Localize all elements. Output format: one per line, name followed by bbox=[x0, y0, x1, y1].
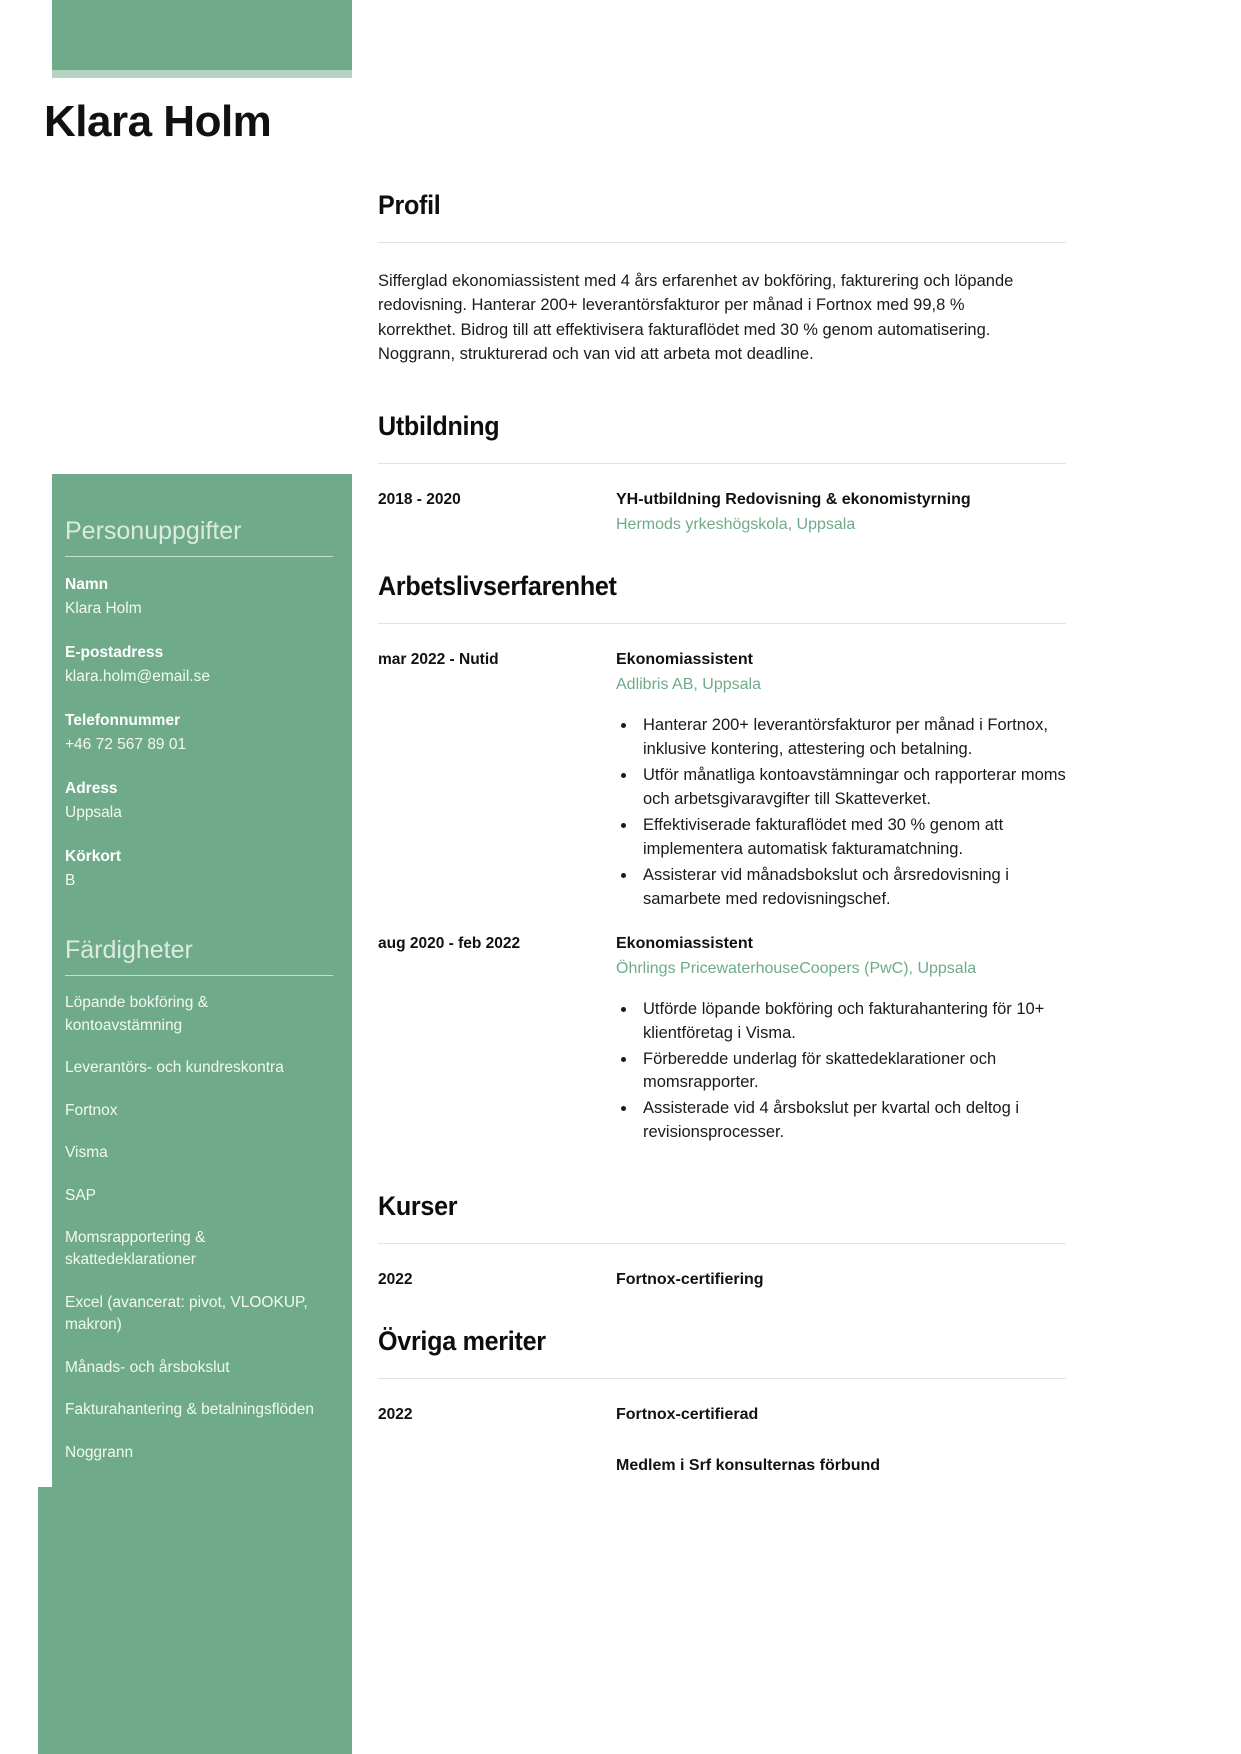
section-divider bbox=[378, 1243, 1066, 1244]
entry-organization: Öhrlings PricewaterhouseCoopers (PwC), Uppsala bbox=[616, 959, 977, 977]
entry-date: mar 2022 - Nutid bbox=[378, 650, 499, 668]
entry-body bbox=[616, 1403, 1068, 1477]
bullet-item: • Hanterar 200+ leverantörsfakturor per månad i Fortnox, inklusive kontering, attestering och betalning. bbox=[637, 714, 1068, 762]
section-heading-other-merits: Övriga meriter bbox=[378, 1325, 546, 1356]
skill-item: Visma bbox=[65, 1144, 108, 1162]
skill-item: Fakturahantering & betalningsflöden bbox=[65, 1401, 315, 1419]
entry-organization: Hermods yrkeshögskola, Uppsala bbox=[616, 515, 856, 533]
bullet-item: • Utför månatliga kontoavstämningar och rapporterar moms och arbetsgivaravgifter till Skatteverket. bbox=[637, 764, 1068, 812]
personal-details-divider bbox=[65, 556, 333, 557]
skill-item: Månads- och årsbokslut bbox=[65, 1358, 230, 1376]
personal-detail-value: Uppsala bbox=[65, 804, 122, 822]
entry-title: Ekonomiassistent bbox=[616, 650, 753, 668]
section-other-merits bbox=[378, 1326, 1068, 1477]
bullet-item: • Utförde löpande bokföring och fakturahantering för 10+ klientföretag i Visma. bbox=[637, 998, 1068, 1046]
page-title: Klara Holm bbox=[44, 97, 272, 146]
personal-detail-value: klara.holm@email.se bbox=[65, 668, 210, 686]
section-heading-education: Utbildning bbox=[378, 410, 500, 441]
entry-date: 2022 bbox=[378, 1405, 413, 1423]
education-entry bbox=[378, 488, 1068, 537]
section-education bbox=[378, 411, 1068, 537]
left-edge-green-strip bbox=[38, 1487, 53, 1754]
other-merit-entry bbox=[378, 1403, 1068, 1477]
skill-item: SAP bbox=[65, 1186, 97, 1204]
entry-body bbox=[616, 648, 1068, 914]
skill-item: Noggrann bbox=[65, 1443, 134, 1461]
entry-bullets bbox=[616, 998, 1068, 1146]
spacer bbox=[378, 1292, 1068, 1326]
entry-body bbox=[616, 932, 1068, 1148]
entry-body bbox=[616, 1268, 1068, 1291]
skill-item: Fortnox bbox=[65, 1101, 118, 1119]
personal-detail-value: +46 72 567 89 01 bbox=[65, 736, 187, 754]
personal-detail-value: B bbox=[65, 872, 76, 890]
personal-detail-label: Adress bbox=[65, 780, 118, 798]
personal-detail-label: Telefonnummer bbox=[65, 712, 181, 730]
section-heading-profile: Profil bbox=[378, 190, 441, 220]
spacer bbox=[378, 537, 1068, 571]
section-profile bbox=[378, 190, 1068, 367]
entry-date: 2018 - 2020 bbox=[378, 490, 461, 508]
section-experience bbox=[378, 571, 1068, 1147]
bullet-item: • Assisterar vid månadsbokslut och årsredovisning i samarbete med redovisningschef. bbox=[637, 864, 1068, 912]
skill-item: Excel (avancerat: pivot, VLOOKUP, makron) bbox=[65, 1293, 308, 1334]
personal-detail-label: E-postadress bbox=[65, 644, 164, 662]
personal-detail-value: Klara Holm bbox=[65, 600, 142, 618]
experience-entry bbox=[378, 648, 1068, 914]
section-divider bbox=[378, 463, 1066, 464]
entry-title: YH-utbildning Redovisning & ekonomistyrning bbox=[616, 490, 971, 508]
entry-title: Fortnox-certifiering bbox=[616, 1271, 764, 1289]
personal-detail-name bbox=[65, 573, 326, 621]
skill-item: Leverantörs- och kundreskontra bbox=[65, 1059, 284, 1077]
experience-entry bbox=[378, 932, 1068, 1148]
personal-detail-email bbox=[65, 641, 326, 689]
skills-divider bbox=[65, 975, 333, 976]
entry-extra: Medlem i Srf konsulternas förbund bbox=[616, 1456, 881, 1474]
personal-detail-license bbox=[65, 845, 326, 893]
bullet-item: • Effektiviserade fakturaflödet med 30 % genom att implementera automatisk fakturamatchning. bbox=[637, 814, 1068, 862]
section-divider bbox=[378, 1378, 1066, 1379]
personal-detail-label: Körkort bbox=[65, 848, 121, 866]
entry-title: Fortnox-certifierad bbox=[616, 1405, 759, 1423]
profile-text: Sifferglad ekonomiassistent med 4 års erfarenhet av bokföring, fakturering och löpande redovisning. Hanterar 200+ leverantörsfakturor per månad i Fortnox med 99,8 % korrekthet. Bidrog till att effektivisera fakturaflödet med 30 % genom automatisering. Noggrann, strukturerad och van vid att arbeta mot deadline. bbox=[378, 272, 1014, 364]
sidebar bbox=[52, 474, 352, 1754]
section-courses bbox=[378, 1191, 1068, 1292]
spacer bbox=[378, 1147, 1068, 1191]
header-green-band bbox=[52, 0, 352, 70]
entry-title: Ekonomiassistent bbox=[616, 934, 753, 952]
main-top-spacer bbox=[378, 0, 1068, 190]
personal-details-heading: Personuppgifter bbox=[65, 517, 242, 545]
skills-heading: Färdigheter bbox=[65, 936, 193, 965]
entry-organization: Adlibris AB, Uppsala bbox=[616, 676, 761, 694]
personal-detail-label: Namn bbox=[65, 576, 109, 593]
bullet-item: • Assisterade vid 4 årsbokslut per kvartal och deltog i revisionsprocesser. bbox=[637, 1097, 1068, 1145]
spacer bbox=[378, 367, 1068, 411]
main-content bbox=[378, 0, 1068, 1477]
entry-body bbox=[616, 488, 1068, 537]
section-heading-courses: Kurser bbox=[378, 1191, 458, 1222]
entry-bullets bbox=[616, 714, 1068, 911]
personal-detail-phone bbox=[65, 709, 326, 757]
skill-item: Momsrapportering & skattedeklarationer bbox=[65, 1228, 206, 1269]
section-heading-experience: Arbetslivserfarenhet bbox=[378, 570, 617, 601]
bullet-item: • Förberedde underlag för skattedeklarationer och momsrapporter. bbox=[637, 1048, 1068, 1096]
entry-date: 2022 bbox=[378, 1271, 413, 1289]
skill-item: Löpande bokföring & kontoavstämning bbox=[65, 994, 209, 1034]
section-divider bbox=[378, 623, 1066, 624]
section-divider bbox=[378, 242, 1066, 243]
course-entry bbox=[378, 1268, 1068, 1291]
header-green-band-light bbox=[52, 70, 352, 78]
personal-detail-address bbox=[65, 777, 326, 825]
entry-date: aug 2020 - feb 2022 bbox=[378, 934, 521, 952]
